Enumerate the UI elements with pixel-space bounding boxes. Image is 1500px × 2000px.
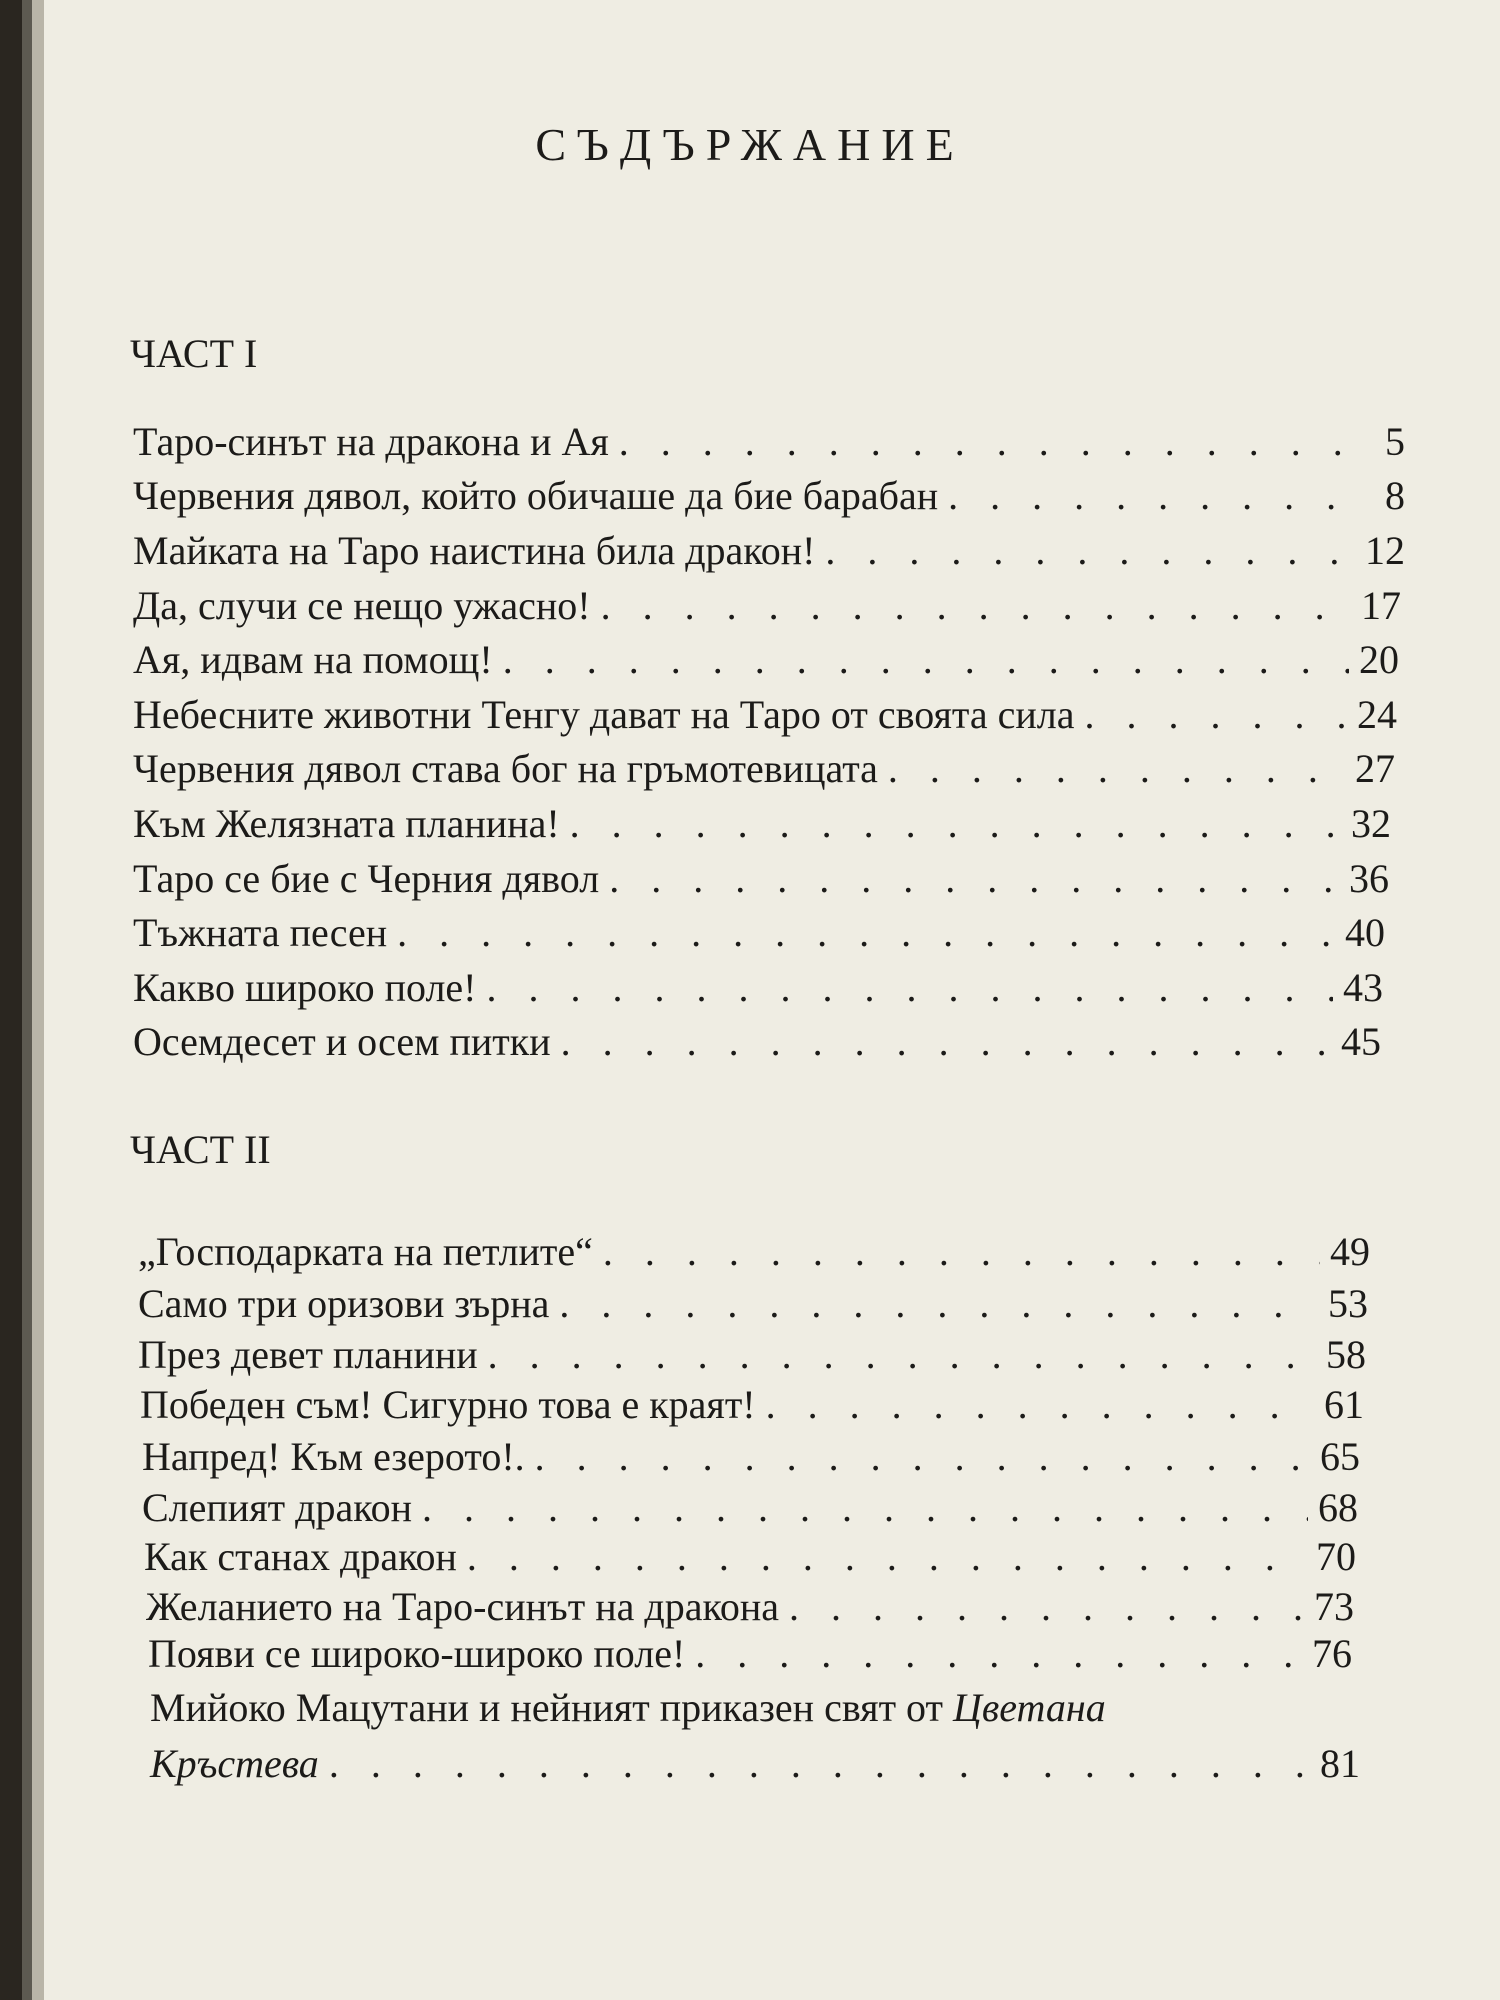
entry-page: 5	[1385, 419, 1405, 464]
leader-dots	[609, 859, 1339, 899]
toc-entry	[133, 801, 1391, 846]
toc-entry	[133, 473, 1405, 518]
leader-dots	[766, 1385, 1314, 1425]
entry-title: Да, случи се нещо ужасно!	[133, 583, 591, 628]
leader-dots	[535, 1437, 1310, 1477]
page-title: СЪДЪРЖАНИЕ	[535, 119, 965, 170]
entry-title: Таро се бие с Черния дявол	[133, 856, 600, 901]
leader-dots	[561, 1022, 1331, 1062]
leader-dots	[1084, 695, 1347, 735]
entry-page: 17	[1361, 583, 1401, 628]
leader-dots	[422, 1488, 1308, 1528]
toc-entry	[133, 692, 1397, 737]
entry-page: 45	[1341, 1019, 1381, 1064]
toc-entry	[133, 583, 1401, 628]
leader-dots	[619, 422, 1355, 462]
afterword-line-2	[150, 1741, 1360, 1786]
entry-title: „Господарката на петлите“	[138, 1229, 593, 1274]
toc-entry	[140, 1382, 1364, 1427]
toc-entry	[133, 856, 1389, 901]
leader-dots	[948, 476, 1355, 516]
toc-entry	[138, 1281, 1368, 1326]
leader-dots	[329, 1744, 1310, 1784]
afterword-title: Мийоко Мацутани и нейният приказен свят от	[150, 1685, 944, 1730]
entry-page: 53	[1328, 1281, 1368, 1326]
entry-title: Как станах дракон	[144, 1534, 457, 1579]
entry-title: Само три оризови зърна	[138, 1281, 550, 1326]
leader-dots	[503, 640, 1349, 680]
toc-entry	[144, 1534, 1356, 1579]
toc-entry	[133, 637, 1399, 682]
entry-page: 61	[1324, 1382, 1364, 1427]
entry-page: 36	[1349, 856, 1389, 901]
toc-entry	[133, 746, 1395, 791]
entry-page: 65	[1320, 1434, 1360, 1479]
part-2-heading: ЧАСТ II	[130, 1127, 271, 1172]
toc-entry	[133, 1019, 1381, 1064]
toc-entry	[142, 1434, 1360, 1479]
leader-dots	[789, 1587, 1304, 1627]
entry-title: Към Желязната планина!	[133, 801, 560, 846]
toc-entry	[133, 528, 1405, 573]
entry-title: Майката на Таро наистина била дракон!	[133, 528, 816, 573]
entry-page: 58	[1326, 1332, 1366, 1377]
entry-page: 40	[1345, 910, 1385, 955]
entry-page: 43	[1343, 965, 1383, 1010]
entry-title: Победен съм! Сигурно това е краят!	[140, 1382, 756, 1427]
leader-dots	[397, 913, 1335, 953]
entry-page: 68	[1318, 1485, 1358, 1530]
toc-entry	[142, 1485, 1358, 1530]
entry-page: 8	[1385, 473, 1405, 518]
entry-title: Какво широко поле!	[133, 965, 477, 1010]
toc-entry	[146, 1584, 1354, 1629]
leader-dots	[559, 1284, 1318, 1324]
entry-page: 20	[1359, 637, 1399, 682]
leader-dots	[888, 749, 1345, 789]
afterword-author-first: Цветана	[953, 1685, 1106, 1730]
entry-page: 27	[1355, 746, 1395, 791]
entry-page: 73	[1314, 1584, 1354, 1629]
leader-dots	[601, 586, 1351, 626]
entry-title: Таро-синът на дракона и Ая	[133, 419, 609, 464]
toc-entry-afterword	[150, 1685, 1360, 1786]
entry-title: Червения дявол става бог на гръмотевицата	[133, 746, 878, 791]
leader-dots	[825, 531, 1355, 571]
entry-title: Тъжната песен	[133, 910, 388, 955]
leader-dots	[603, 1232, 1320, 1272]
entry-title: Напред! Към езерото!.	[142, 1434, 525, 1479]
toc-entry	[138, 1229, 1370, 1274]
entry-page: 12	[1365, 528, 1405, 573]
entry-title: Желанието на Таро-синът на дракона	[146, 1584, 780, 1629]
entry-title: Слепият дракон	[142, 1485, 412, 1530]
entry-title: Червения дявол, който обичаше да бие барабан	[133, 473, 939, 518]
part-1-heading: ЧАСТ I	[130, 331, 258, 376]
entry-page: 49	[1330, 1229, 1370, 1274]
leader-dots	[486, 968, 1333, 1008]
entry-title: Ая, идвам на помощ!	[133, 637, 493, 682]
entry-title: Появи се широко-широко поле!	[148, 1631, 686, 1676]
entry-page: 81	[1320, 1741, 1360, 1786]
entry-page: 24	[1357, 692, 1397, 737]
toc-entry	[148, 1631, 1352, 1676]
entry-title: Небесните животни Тенгу дават на Таро от своята сила	[133, 692, 1075, 737]
afterword-author-last: Кръстева	[150, 1741, 319, 1786]
entry-page: 32	[1351, 801, 1391, 846]
leader-dots	[467, 1537, 1306, 1577]
toc-entry	[133, 910, 1385, 955]
afterword-line-1	[150, 1685, 1360, 1730]
entry-title: Осемдесет и осем питки	[133, 1019, 551, 1064]
leader-dots	[695, 1634, 1302, 1674]
entry-page: 76	[1312, 1631, 1352, 1676]
entry-page: 70	[1316, 1534, 1356, 1579]
toc-entry	[138, 1332, 1366, 1377]
leader-dots	[570, 804, 1341, 844]
toc-entry	[133, 419, 1405, 464]
leader-dots	[488, 1335, 1316, 1375]
toc-entry	[133, 965, 1383, 1010]
entry-title: През девет планини	[138, 1332, 478, 1377]
